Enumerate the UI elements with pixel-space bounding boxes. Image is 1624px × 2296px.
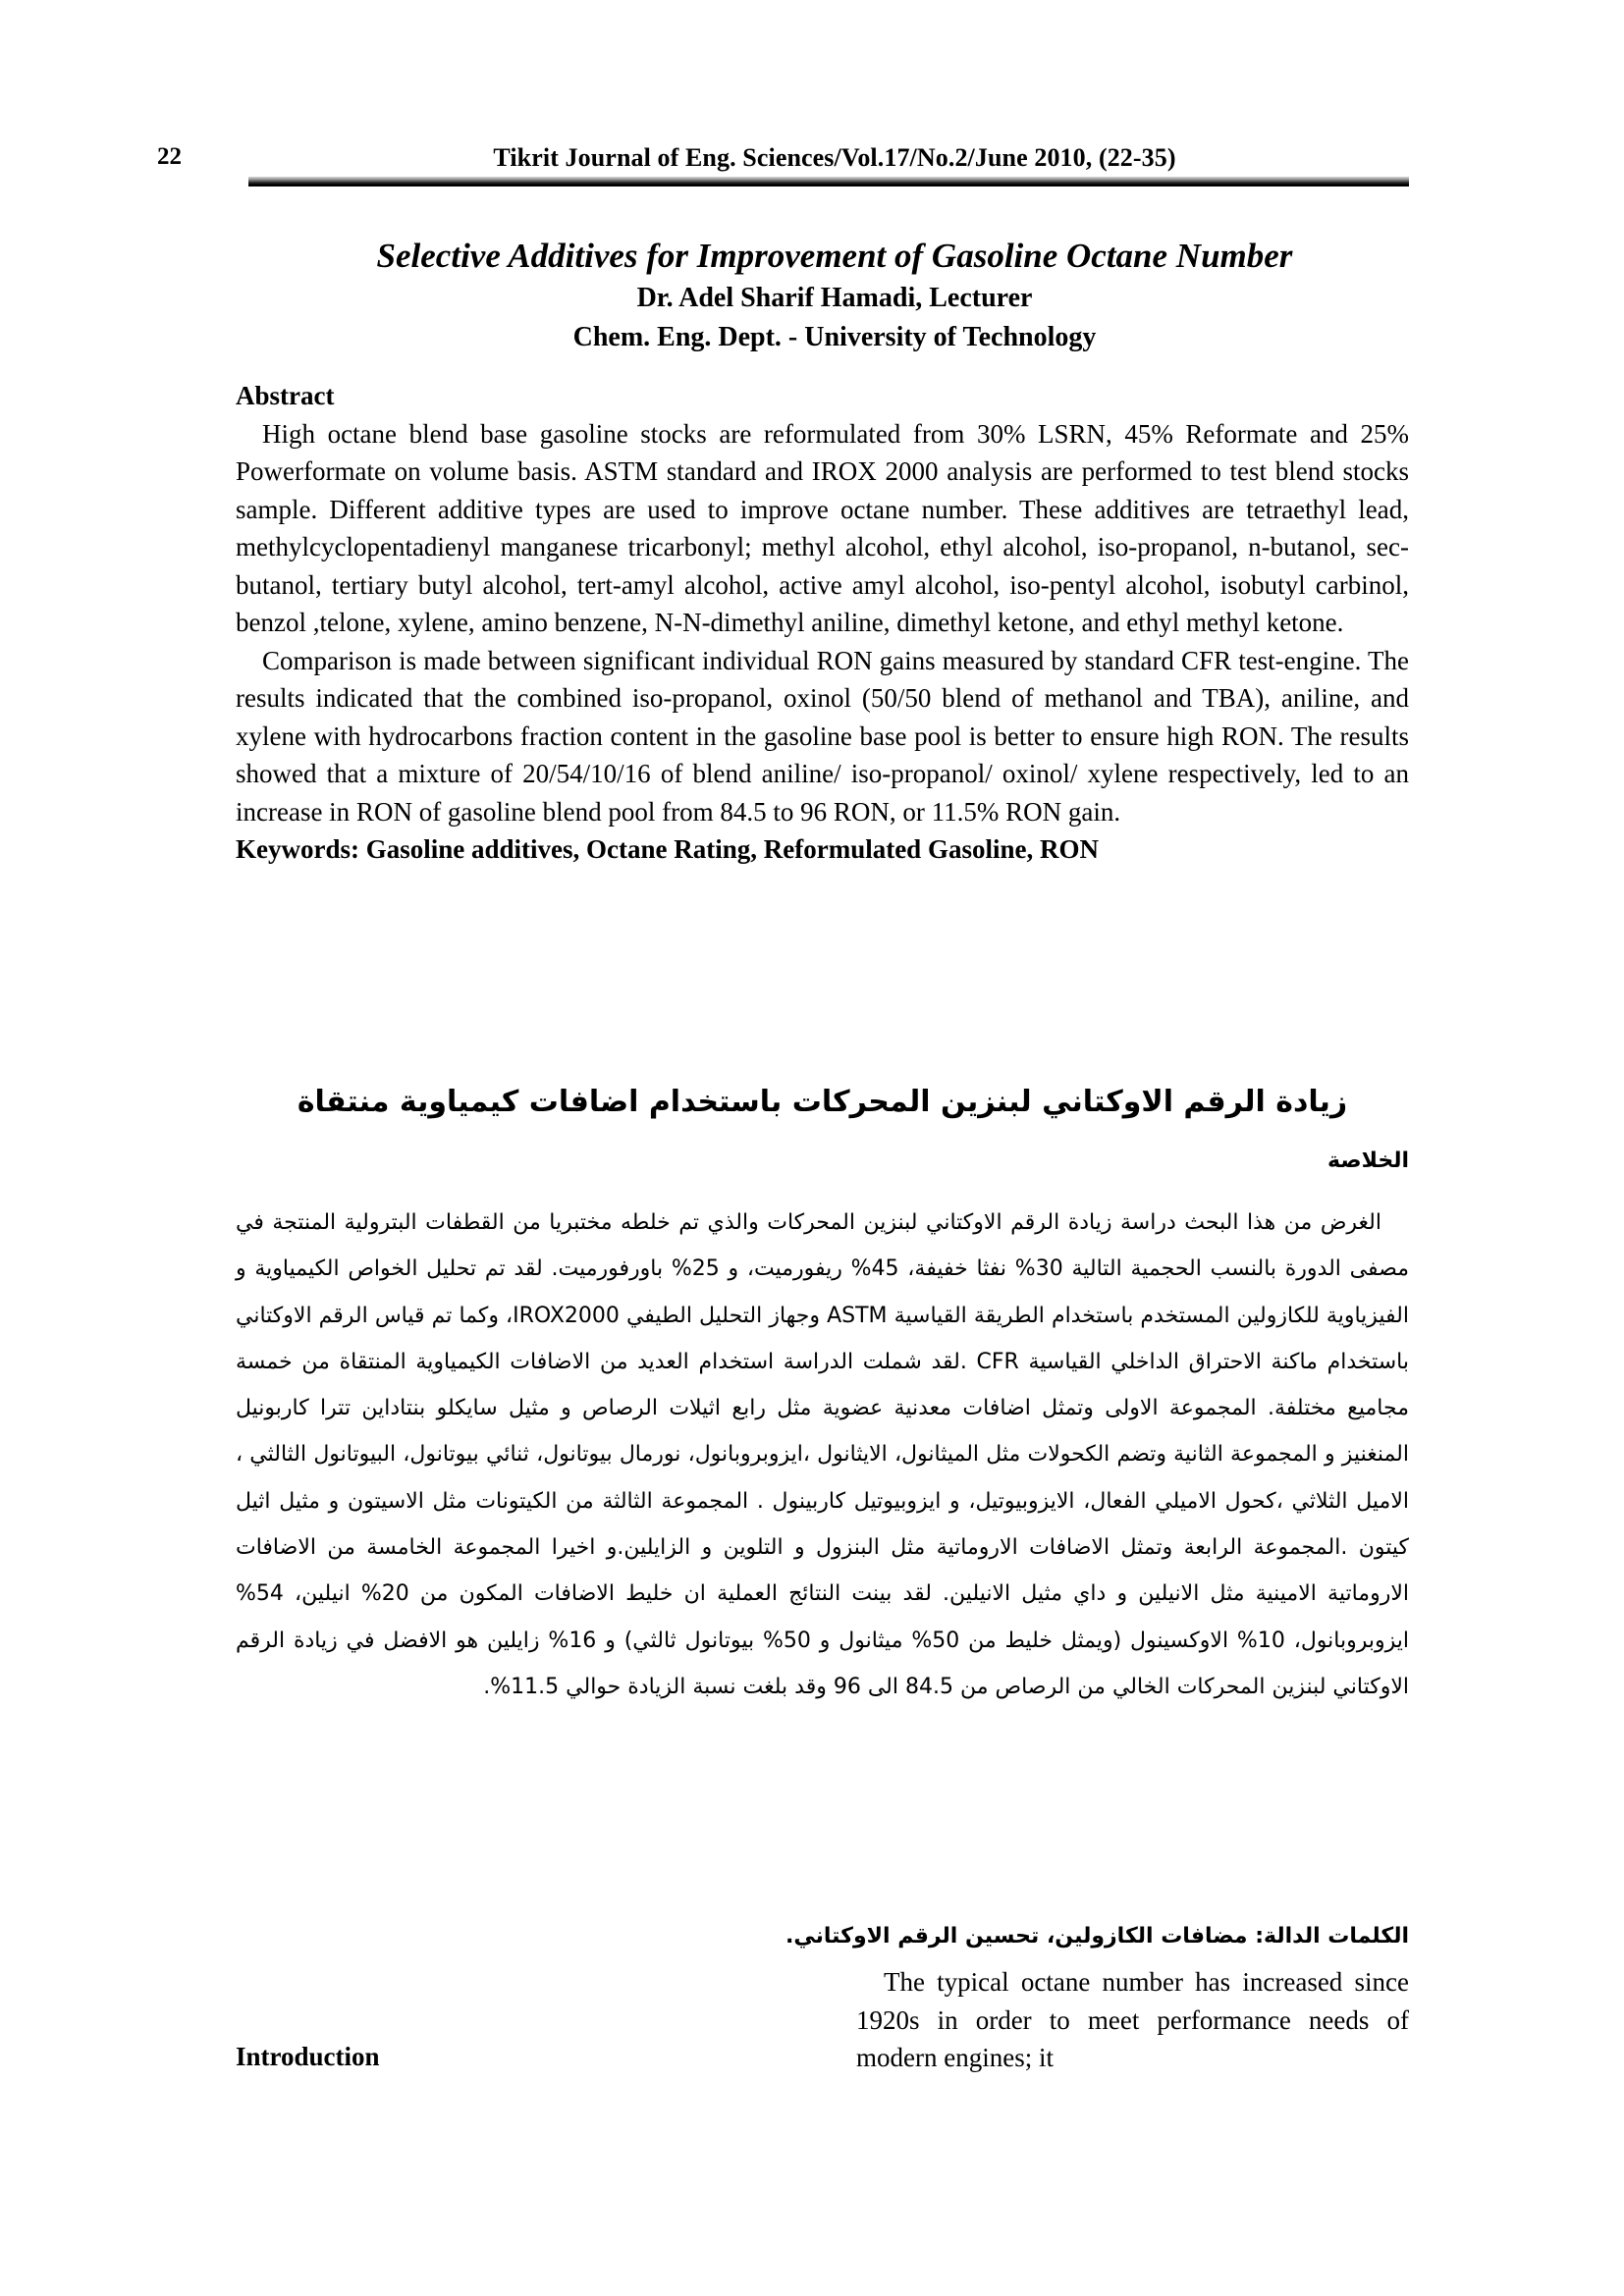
abstract-paragraph: Comparison is made between significant individual RON gains measured by standard CFR test-engine. The results indicated that the combined iso-propanol, oxinol (50/50 blend of methanol and TBA), aniline, and xylene with hydrocarbons fraction content in the gasoline base pool is better to ensure high RON. The results showed that a mixture of 20/54/10/16 of blend aniline/ iso-propanol/ oxinol/ xylene respectively, led to an increase in RON of gasoline blend pool from 84.5 to 96 RON, or 11.5% RON gain. bbox=[236, 645, 1409, 827]
abstract-paragraph: High octane blend base gasoline stocks are reformulated from 30% LSRN, 45% Reformate and 25% Powerformate on volume basis. ASTM standard and IROX 2000 analysis are performed to test blend stocks sample. Different additive types are used to improve octane number. These additives are tetraethyl lead, methylcyclopentadienyl manganese tricarbonyl; methyl alcohol, ethyl alcohol, iso-propanol, n-butanol, sec-butanol, tertiary butyl alcohol, tert-amyl alcohol, active amyl alcohol, iso-pentyl alcohol, isobutyl carbinol, benzol ,telone, xylene, amino benzene, N-N-dimethyl aniline, dimethyl ketone, and ethyl methyl ketone. bbox=[236, 418, 1409, 637]
author-line: Dr. Adel Sharif Hamadi, Lecturer bbox=[636, 283, 1033, 313]
abstract-heading: Abstract bbox=[236, 381, 335, 410]
header-rule-divider bbox=[248, 177, 1409, 187]
arabic-keywords-line: الكلمات الدالة: مضافات الكازولين، تحسين الرقم الاوكتاني. bbox=[785, 1924, 1409, 1949]
introduction-column bbox=[856, 1963, 1409, 2077]
english-abstract bbox=[236, 377, 1409, 869]
title-block bbox=[236, 234, 1434, 357]
keywords-line: Keywords: Gasoline additives, Octane Rating, Reformulated Gasoline, RON bbox=[236, 834, 1099, 864]
running-header-journal: Tikrit Journal of Eng. Sciences/Vol.17/No.2/June 2010, (22-35) bbox=[493, 143, 1176, 172]
arabic-abstract-paragraph: الغرض من هذا البحث دراسة زيادة الرقم الاوكتاني لبنزين المحركات والذي تم خلطه مختبريا من القطفات البترولية المنتجة في مصفى الدورة بالنسب الحجمية التالية 30% نفثا خفيفة، 45% ريفورميت، و 25% باورفورميت. لقد تم تحليل الخواص الكيمياوية و الفيزياوية للكازولين المستخدم باستخدام الطريقة القياسية ASTM وجهاز التحليل الطيفي IROX2000، وكما تم قياس الرقم الاوكتاني باستخدام ماكنة الاحتراق الداخلي القياسية CFR .لقد شملت الدراسة استخدام العديد من الاضافات الكيمياوية المنتقاة من خمسة مجاميع مختلفة. المجموعة الاولى وتمثل اضافات معدنية عضوية مثل رابع اثيلات الرصاص و مثيل سايكلو بنتاداين تترا كاربونيل المنغنيز و المجموعة الثانية وتضم الكحولات مثل الميثانول، الايثانول ،ايزوبروبانول، نورمال بيوتانول، ثنائي بيوتانول، البيوتانول الثالثي ، الاميل الثلاثي ،كحول الاميلي الفعال، الايزوبيوتيل، و ايزوبيوتيل كاربينول . المجموعة الثالثة من الكيتونات مثل الاسيتون و مثيل اثيل كيتون .المجموعة الرابعة وتمثل الاضافات الاروماتية مثل البنزول و التلوين و الزايلين.و اخيرا المجموعة الخامسة من الاضافات الاروماتية الامينية مثل الانيلين و داي مثيل الانيلين. لقد بينت النتائج العملية ان خليط الاضافات المكون من 20% انيلين، 54% ايزوبروبانول، 10% الاوكسينول (ويمثل خليط من 50% ميثانول و 50% بيوتانول ثالثي) و 16% زايلين هو الافضل في زيادة الرقم الاوكتاني لبنزين المحركات الخالي من الرصاص من 84.5 الى 96 وقد بلغت نسبة الزيادة حوالي 11.5%. bbox=[236, 1210, 1410, 1699]
introduction-paragraph: The typical octane number has increased since 1920s in order to meet performance needs of modern engines; it bbox=[856, 1967, 1409, 2072]
page-number: 22 bbox=[157, 143, 182, 170]
affiliation-line: Chem. Eng. Dept. - University of Technology bbox=[572, 322, 1097, 352]
introduction-heading: Introduction bbox=[236, 2042, 380, 2071]
paper-title: Selective Additives for Improvement of Gasoline Octane Number bbox=[376, 237, 1293, 275]
arabic-title: زيادة الرقم الاوكتاني لبنزين المحركات باستخدام اضافات كيمياوية منتقاة bbox=[297, 1085, 1348, 1119]
arabic-abstract bbox=[236, 1200, 1409, 1710]
arabic-abstract-heading: الخلاصة bbox=[1327, 1148, 1409, 1173]
